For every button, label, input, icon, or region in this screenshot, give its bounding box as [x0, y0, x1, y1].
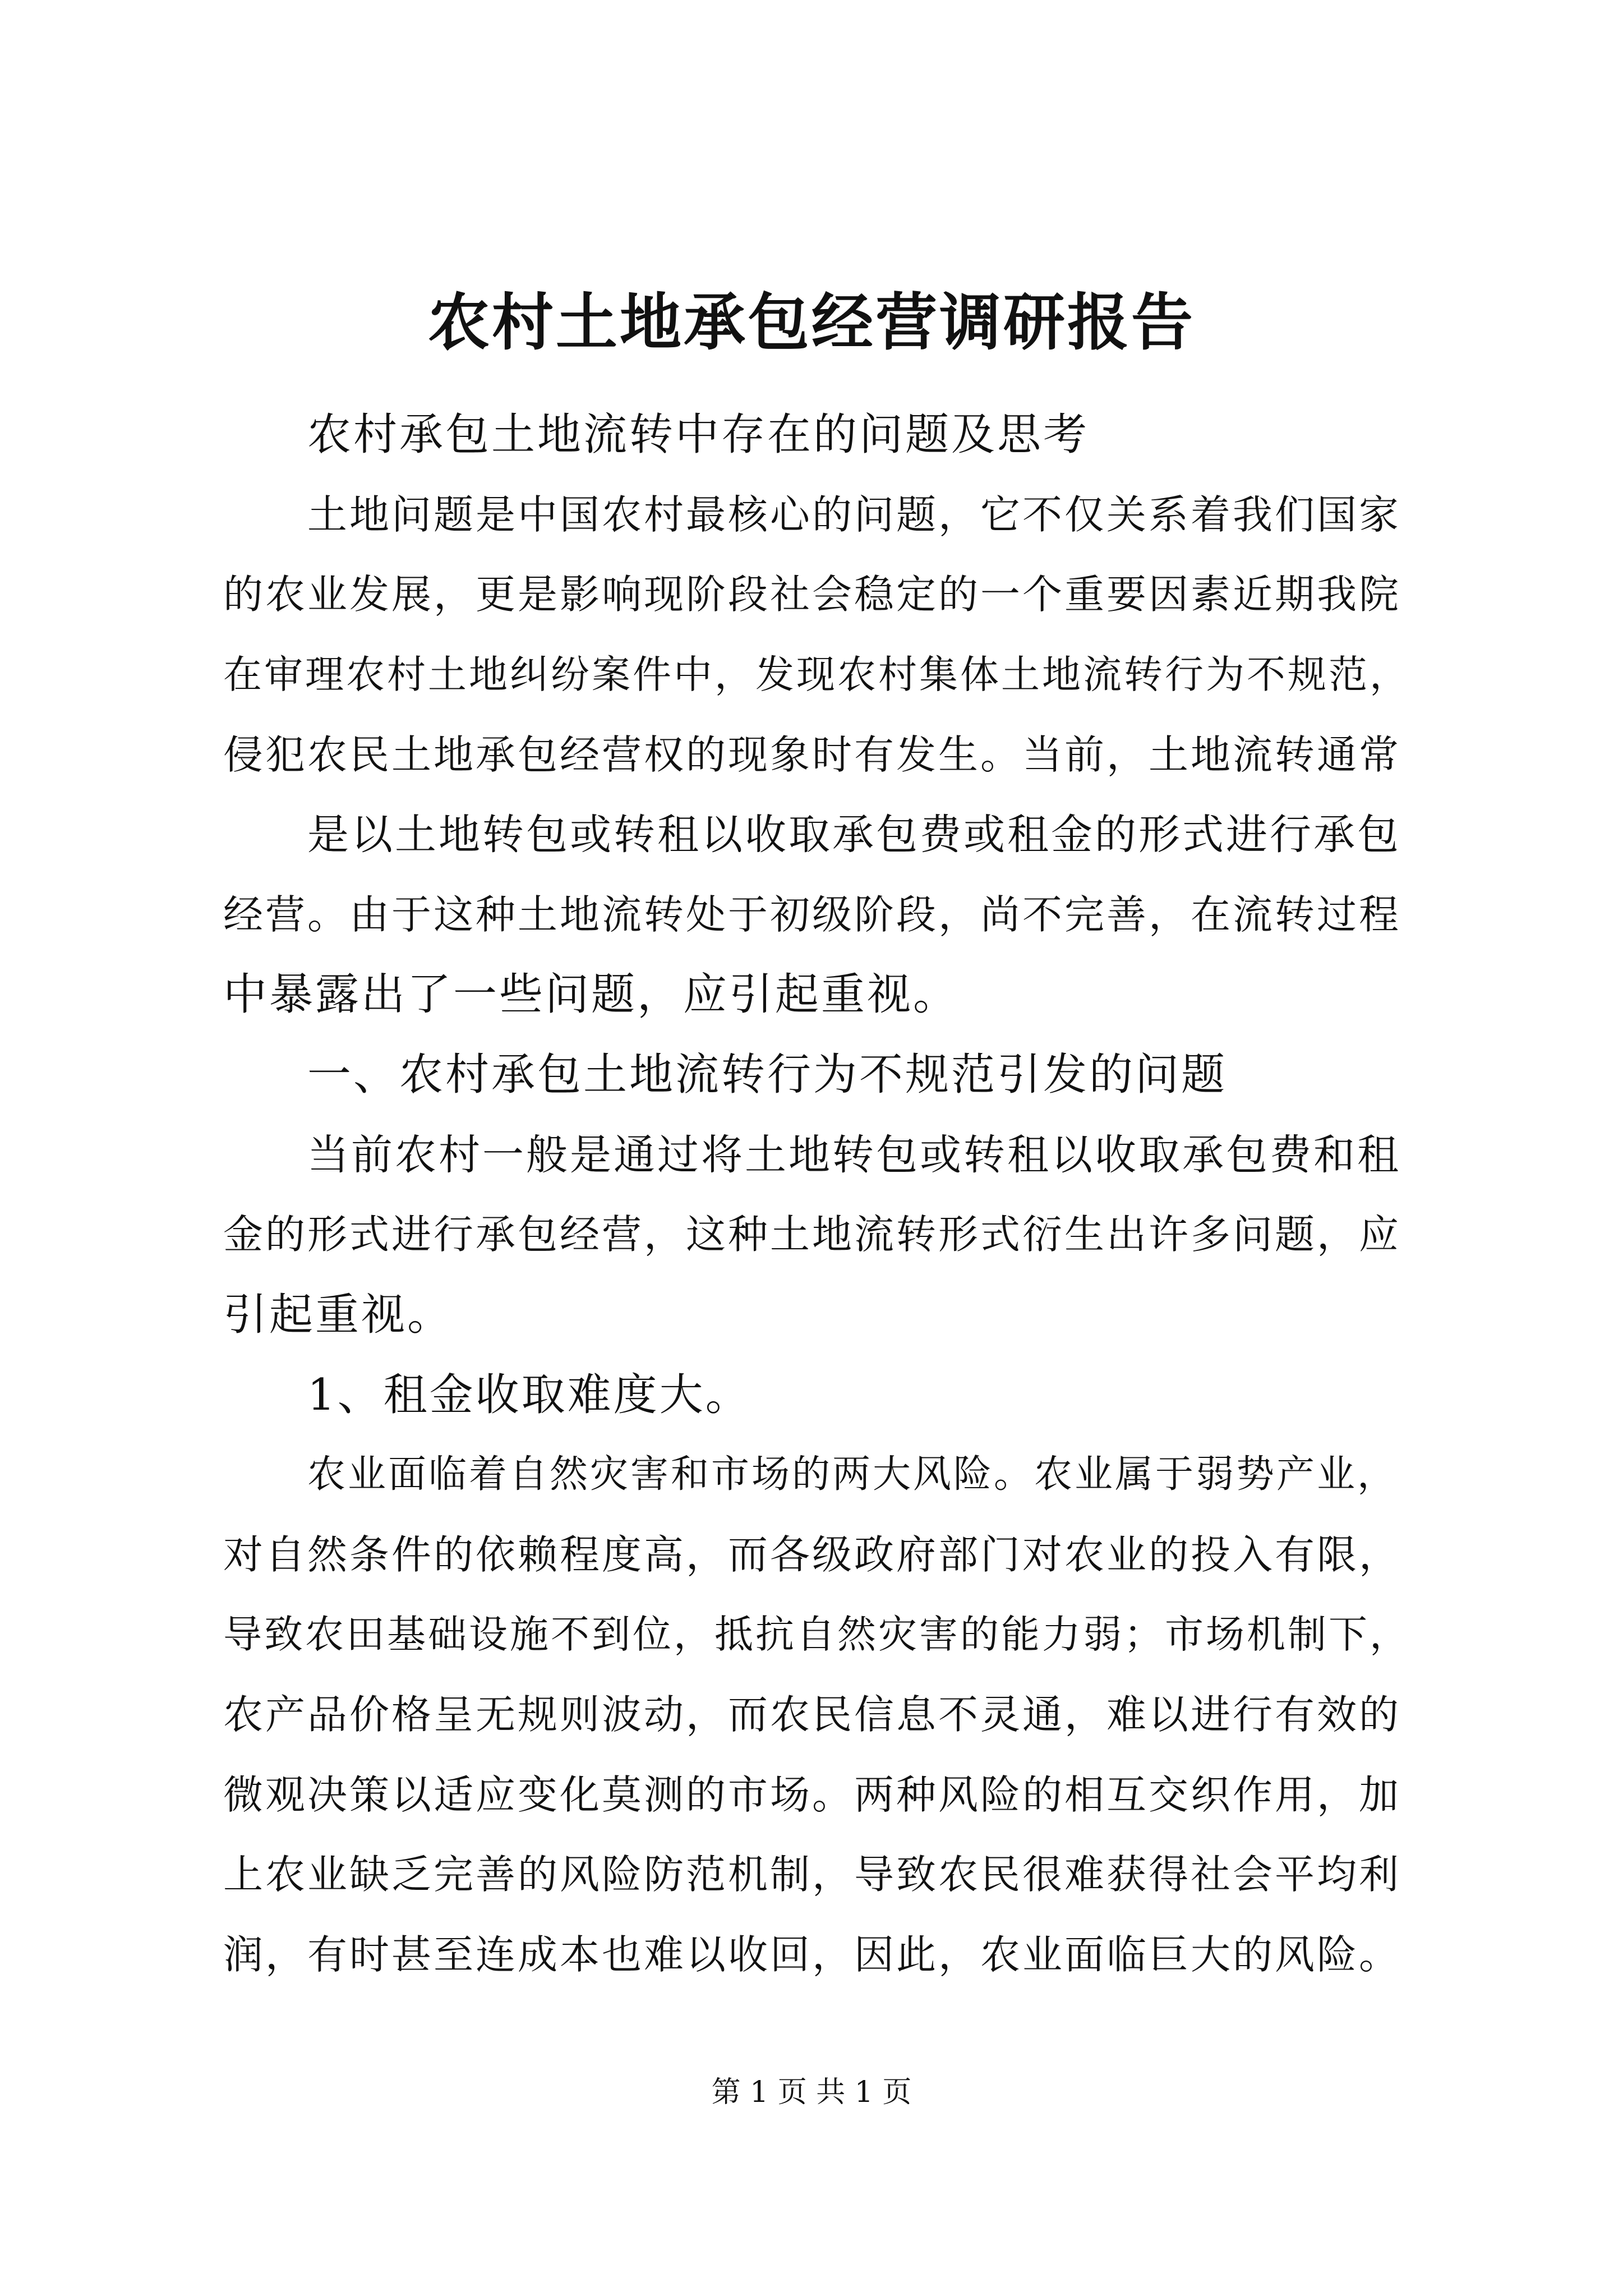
paragraph-line: 对自然条件的依赖程度高，而各级政府部门对农业的投入有限， — [223, 1531, 1401, 1578]
paragraph-line: 上农业缺乏完善的风险防范机制，导致农民很难获得社会平均利 — [223, 1851, 1401, 1898]
paragraph-line: 农产品价格呈无规则波动，而农民信息不灵通，难以进行有效的 — [223, 1691, 1401, 1738]
paragraph-line: 的农业发展，更是影响现阶段社会稳定的一个重要因素近期我院 — [223, 571, 1401, 618]
paragraph-line: 经营。由于这种土地流转处于初级阶段，尚不完善，在流转过程 — [223, 891, 1401, 938]
paragraph-line: 在审理农村土地纠纷案件中，发现农村集体土地流转行为不规范， — [223, 652, 1410, 697]
paragraph-line: 润，有时甚至连成本也难以收回，因此，农业面临巨大的风险。 — [223, 1931, 1401, 1978]
page-footer: 第 1 页 共 1 页 — [711, 2076, 912, 2109]
paragraph-line: 金的形式进行承包经营，这种土地流转形式衍生出许多问题，应 — [223, 1211, 1401, 1258]
paragraph-line: 引起重视。 — [223, 1289, 454, 1340]
paragraph-line: 中暴露出了一些问题，应引起重视。 — [223, 969, 960, 1020]
paragraph-line: 是以土地转包或转租以收取承包费或租金的形式进行承包 — [307, 811, 1401, 859]
document-title: 农村土地承包经营调研报告 — [428, 286, 1195, 358]
paragraph-line: 侵犯农民土地承包经营权的现象时有发生。当前，土地流转通常 — [223, 731, 1401, 778]
paragraph-line: 微观决策以适应变化莫测的市场。两种风险的相互交织作用，加 — [223, 1771, 1401, 1818]
subtitle-line: 农村承包土地流转中存在的问题及思考 — [307, 409, 1090, 460]
paragraph-line: 土地问题是中国农村最核心的问题，它不仅关系着我们国家 — [307, 491, 1401, 538]
section-heading: 一、农村承包土地流转行为不规范引发的问题 — [307, 1050, 1228, 1101]
subsection-heading: 1、租金收取难度大。 — [307, 1369, 751, 1420]
paragraph-line: 当前农村一般是通过将土地转包或转租以收取承包费和租 — [307, 1130, 1401, 1179]
paragraph-line: 导致农田基础设施不到位，抵抗自然灾害的能力弱；市场机制下， — [223, 1612, 1410, 1658]
paragraph-line: 农业面临着自然灾害和市场的两大风险。农业属于弱势产业， — [307, 1452, 1398, 1497]
